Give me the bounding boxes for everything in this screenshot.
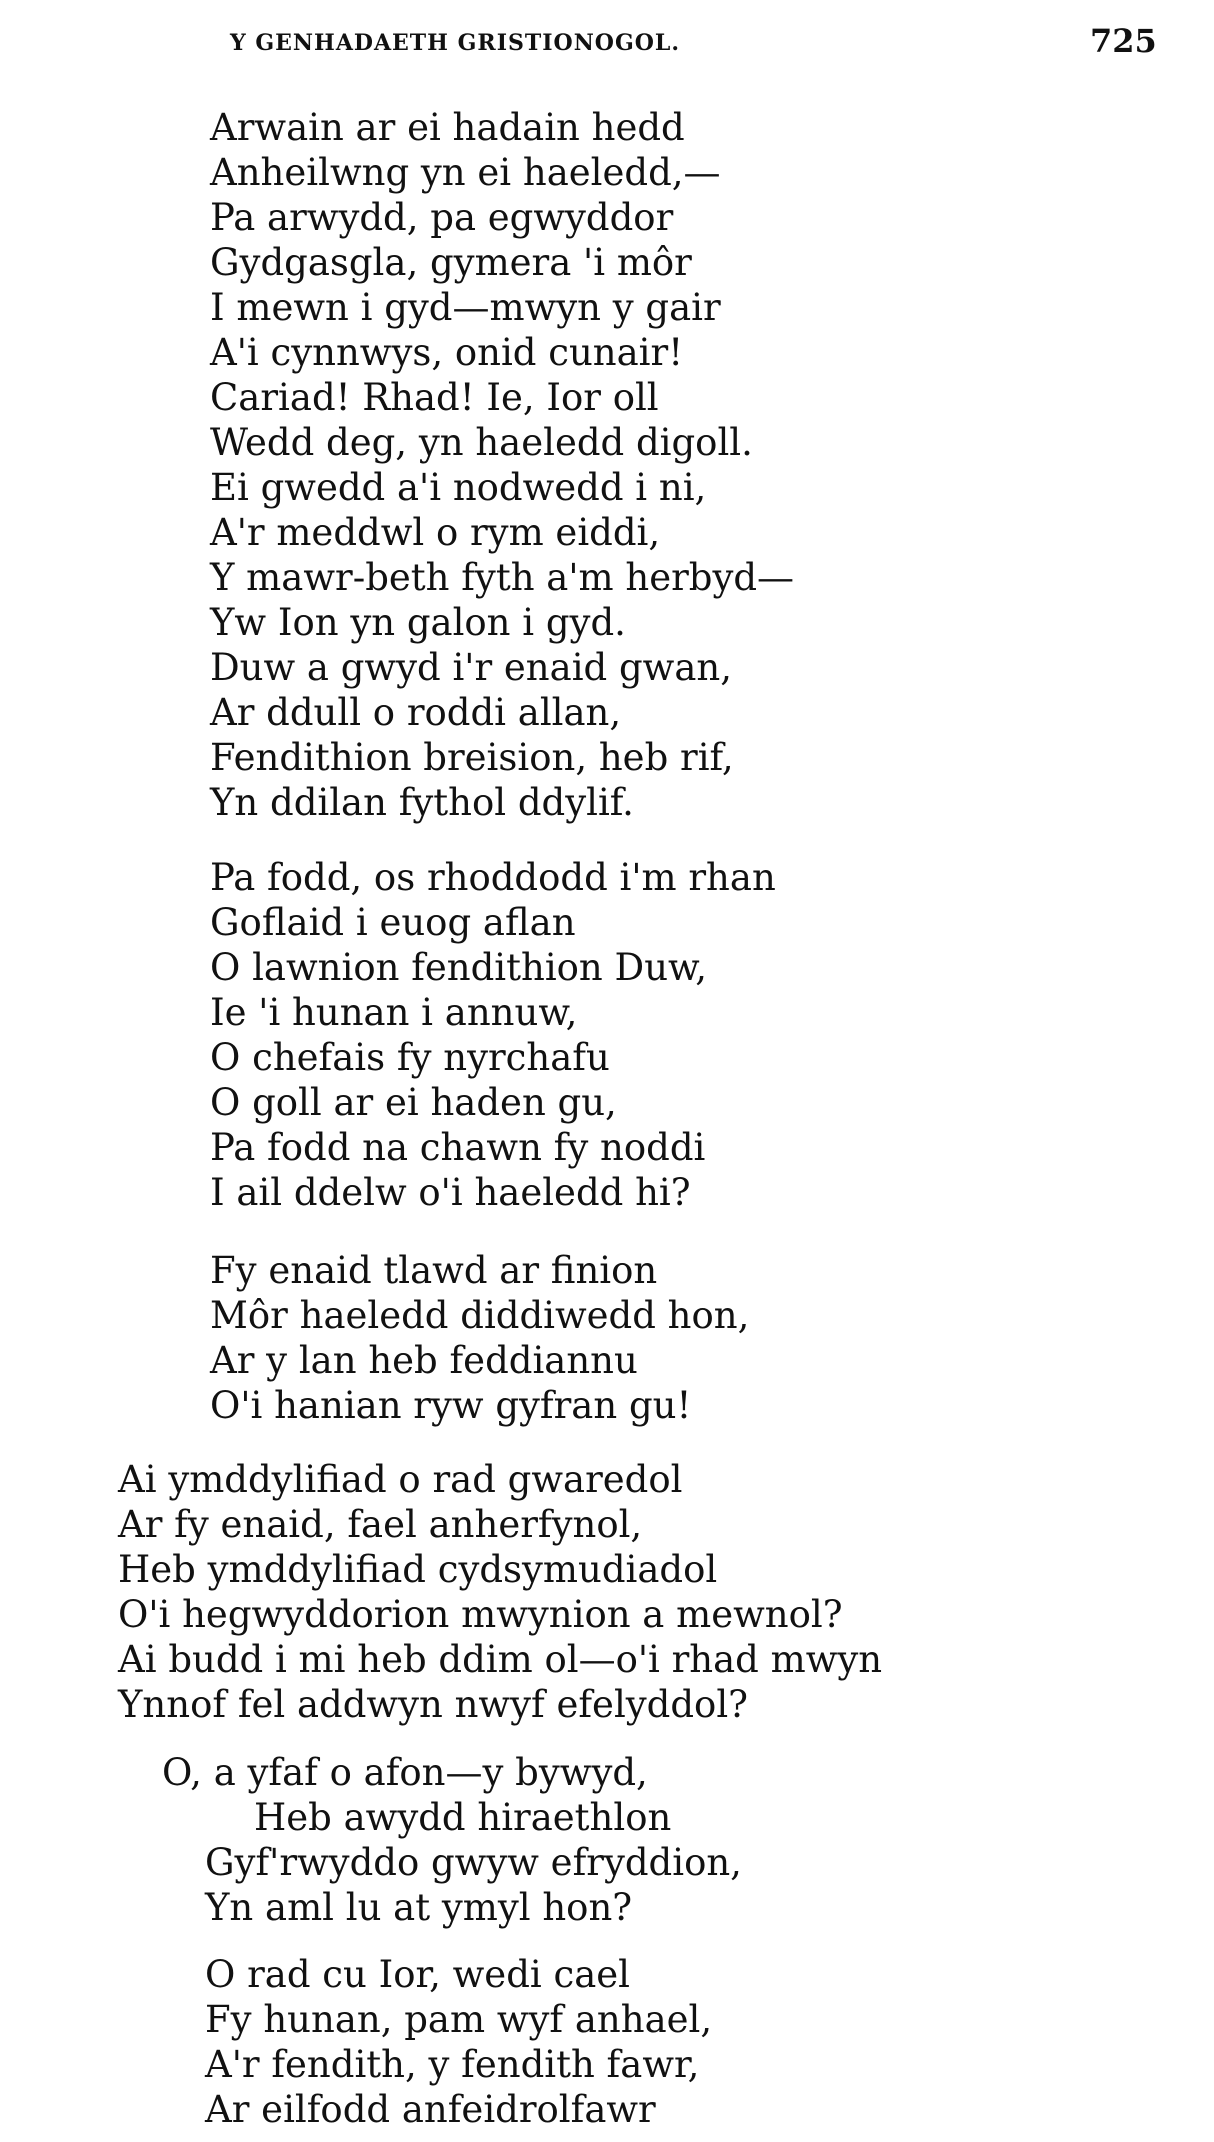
verse-line: I ail ddelw o'i haeledd hi? <box>210 1171 691 1214</box>
verse-line: Heb awydd hiraethlon <box>254 1796 672 1839</box>
verse-line: Fy hunan, pam wyf anhael, <box>205 1998 713 2041</box>
verse-line: Ai budd i mi heb ddim ol—o'i rhad mwyn <box>118 1638 883 1681</box>
stanza-2 <box>210 855 776 1215</box>
verse-line: Ar fy enaid, fael anherfynol, <box>118 1503 643 1546</box>
verse-line: Fendithion breision, heb rif, <box>210 736 734 779</box>
verse-line: Y mawr-beth fyth a'm herbyd— <box>210 556 795 599</box>
verse-line: Ai ymddylifiad o rad gwaredol <box>118 1458 683 1501</box>
verse-line: Gydgasgla, gymera 'i môr <box>210 241 692 284</box>
verse-line: Yn ddilan fythol ddylif. <box>210 781 634 824</box>
verse-line: Anheilwng yn ei haeledd,— <box>210 151 721 194</box>
verse-line: A'i cynnwys, onid cunair! <box>210 331 684 374</box>
verse-line: Cariad! Rhad! Ie, Ior oll <box>210 376 659 419</box>
verse-line: O'i hanian ryw gyfran gu! <box>210 1384 692 1427</box>
verse-line: Goflaid i euog aflan <box>210 901 576 944</box>
verse-line: Ei gwedd a'i nodwedd i ni, <box>210 466 707 509</box>
verse-line: I mewn i gyd—mwyn y gair <box>210 286 721 329</box>
verse-line: Yn aml lu at ymyl hon? <box>205 1886 633 1929</box>
verse-line: Ie 'i hunan i annuw, <box>210 991 578 1034</box>
verse-line: O, a yfaf o afon—y bywyd, <box>162 1751 648 1794</box>
verse-line: Pa fodd na chawn fy noddi <box>210 1126 706 1169</box>
stanza-4 <box>118 1457 882 1727</box>
verse-line: O chefais fy nyrchafu <box>210 1036 610 1079</box>
stanza-6 <box>205 1952 712 2132</box>
verse-line: Fy enaid tlawd ar finion <box>210 1249 658 1292</box>
verse-line: Ynnof fel addwyn nwyf efelyddol? <box>118 1683 748 1726</box>
verse-line: Duw a gwyd i'r enaid gwan, <box>210 646 732 689</box>
verse-line: Ar ddull o roddi allan, <box>210 691 622 734</box>
verse-line: Pa arwydd, pa egwyddor <box>210 196 674 239</box>
running-title: Y GENHADAETH GRISTIONOGOL. <box>230 30 681 56</box>
verse-line: Yw Ion yn galon i gyd. <box>210 601 626 644</box>
verse-line: O rad cu Ior, wedi cael <box>205 1953 630 1996</box>
verse-line: Pa fodd, os rhoddodd i'm rhan <box>210 856 776 899</box>
verse-line: O goll ar ei haden gu, <box>210 1081 617 1124</box>
verse-line: A'r fendith, y fendith fawr, <box>205 2043 700 2086</box>
verse-line: Ar eilfodd anfeidrolfawr <box>205 2088 656 2131</box>
verse-line: Arwain ar ei hadain hedd <box>210 106 685 149</box>
page-number: 725 <box>1090 22 1157 60</box>
stanza-5 <box>162 1750 742 1930</box>
verse-line: Ar y lan heb feddiannu <box>210 1339 638 1382</box>
verse-line: A'r meddwl o rym eiddi, <box>210 511 661 554</box>
stanza-3 <box>210 1248 749 1428</box>
verse-line: O'i hegwyddorion mwynion a mewnol? <box>118 1593 843 1636</box>
verse-line: O lawnion fendithion Duw, <box>210 946 708 989</box>
verse-line: Heb ymddylifiad cydsymudiadol <box>118 1548 718 1591</box>
verse-line: Môr haeledd diddiwedd hon, <box>210 1294 750 1337</box>
verse-line: Wedd deg, yn haeledd digoll. <box>210 421 753 464</box>
verse-line: Gyf'rwyddo gwyw efryddion, <box>205 1841 742 1884</box>
stanza-1 <box>210 105 794 825</box>
